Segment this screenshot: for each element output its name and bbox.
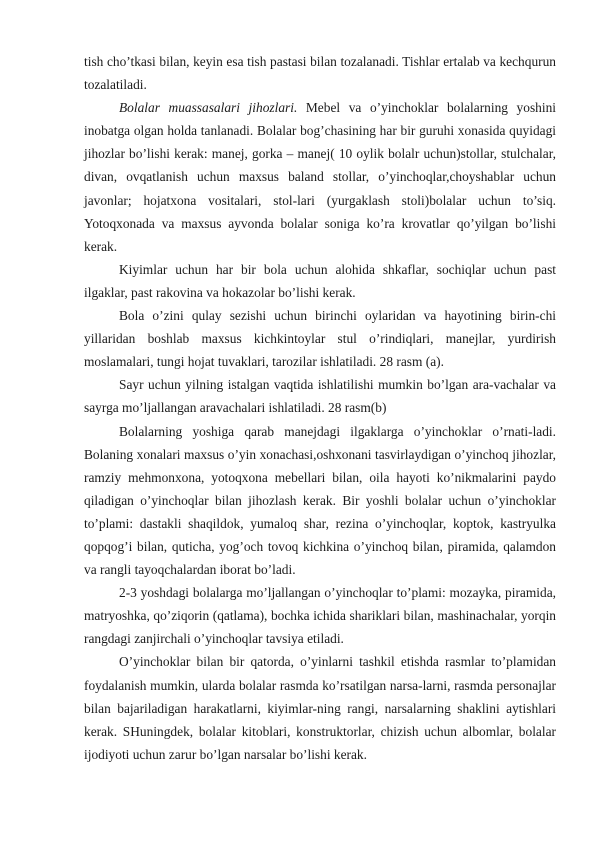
- paragraph-continuation: tish cho’tkasi bilan, keyin esa tish pastasi bilan tozalanadi. Tishlar ertalab va kechqurun tozalatiladi.: [84, 54, 556, 93]
- paragraph-clothing: Kiyimlar uchun har bir bola uchun alohida shkaflar, sochiqlar uchun past ilgaklar, past rakovina va hokazolar bo’lishi kerak.: [84, 261, 556, 300]
- paragraph-toys-by-age: Bolalarning yoshiga qarab manejdagi ilgaklarga o’yinchoklar o’rnati-ladi. Bolaning xonalari maxsus o’yin xonachasi,oshxonani tasvirlaydigan o’yinchoq jihozlar, ramziy mehmonxona, yotoqxona mebellari bilan, oila hayoti ko’nikmalarini paydo qiladigan o’yinchoqlar bilan jihozlash kerak. Bir yoshli bolalar uchun o’yinchoklar to’plami: dastakli shaqildok, yumaloq shar, rezina o’yinchoqlar, koptok, kastryulka qopqog’i bilan, quticha, yog’och tovoq kichkina o’yinchoq bilan, piramida, qalamdon va rangli tayoqchalardan iborat bo’ladi.: [84, 423, 556, 578]
- paragraph-toys-2-3: 2-3 yoshdagi bolalarga mo’ljallangan o’yinchoqlar to’plami: mozayka, piramida, matryoshka, qo’ziqorin (qatlama), bochka ichida shariklari bilan, mashinachalar, yorqin rangdagi zanjirchali o’yinchoqlar tavsiya etiladi.: [84, 585, 556, 647]
- paragraph-pictures: O’yinchoklar bilan bir qatorda, o’yinlarni tashkil etishda rasmlar to’plamidan foydalanish mumkin, ularda bolalar rasmda ko’rsatilgan narsa-larni, rasmda personajlar bilan bajariladigan harakatlarni, kiyimlar-ning rangi, narsalarning shaklini aytishlari kerak. SHuningdek, bolalar kitoblari, konstruktorlar, chizish uchun albomlar, bolalar ijodiyoti uchun zarur bo’lgan narsalar bo’lishi kerak.: [84, 654, 556, 762]
- paragraph-equipment: [84, 96, 556, 258]
- document-page: [84, 50, 556, 766]
- section-heading-inline: Bolalar muassasalari jihozlari.: [119, 100, 298, 116]
- paragraph-strollers: Sayr uchun yilning istalgan vaqtida ishlatilishi mumkin bo’lgan ara-vachalar va sayrga mo’ljallangan aravachalari ishlatiladi. 28 rasm(b): [84, 377, 556, 416]
- paragraph-equipment-text: Mebel va o’yinchoklar bolalarning yoshini inobatga olgan holda tanlanadi. Bolalar bog’chasining har bir guruhi xonasida quyidagi jihozlar bo’lishi kerak: manej, gorka – manej( 10 oylik bolalr uchun)stollar, stulchalar, divan, ovqatlanish uchun maxsus baland stollar, o’yinchoqlar,choyshablar uchun javonlar; hojatxona vositalari, stol-lari (yurgaklash stoli)bolalar uchun to’siq. Yotoqxonada va maxsus ayvonda bolalar soniga ko’ra krovatlar qo’yilgan bo’lishi kerak.: [84, 100, 556, 254]
- paragraph-comfort: Bola o’zini qulay sezishi uchun birinchi oylaridan va hayotining birin-chi yillaridan boshlab maxsus kichkintoylar stul o’rindiqlari, manejlar, yurdirish moslamalari, tungi hojat tuvaklari, tarozilar ishlatiladi. 28 rasm (a).: [84, 308, 556, 370]
